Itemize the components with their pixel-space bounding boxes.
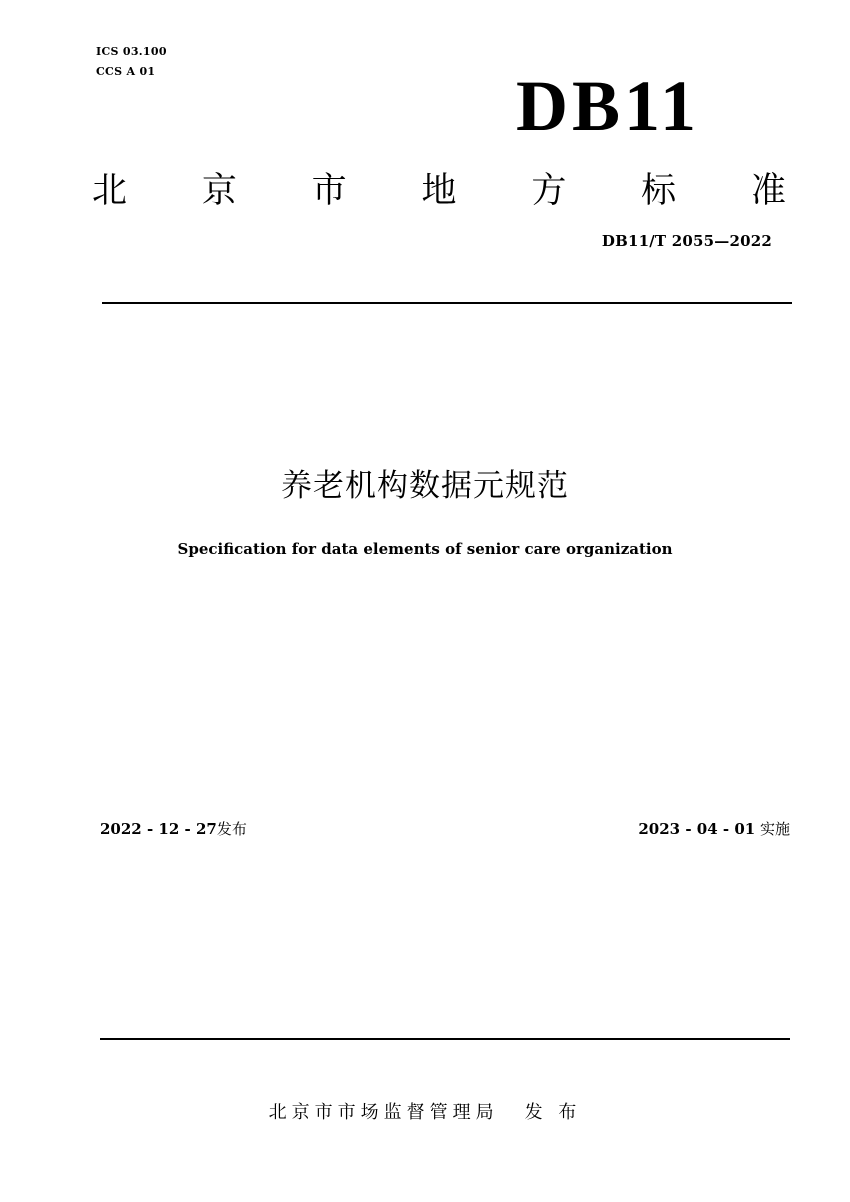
ics-code: ICS 03.100 [96,45,167,58]
footer-divider [100,1038,790,1040]
title-english: Specification for data elements of senior care organization [177,540,673,558]
header-divider [102,302,792,304]
standard-type-char: 京 [201,171,237,211]
ccs-code: CCS A 01 [96,65,156,78]
publish-label: 发布 [216,820,247,838]
standard-type-char: 方 [531,171,567,211]
publish-date-block [100,818,247,839]
issuer-line [0,1098,850,1124]
title-chinese: 养老机构数据元规范 [281,468,569,504]
standard-number: DB11/T 2055—2022 [601,232,772,250]
standard-mark: DB11 [516,66,701,146]
standard-type-char: 准 [750,171,786,211]
publish-date: 2022 - 12 - 27 [100,820,217,838]
implement-date-block [638,818,790,839]
implement-date: 2023 - 04 - 01 [638,820,756,838]
standard-type-char: 北 [92,171,128,211]
standard-type-char: 地 [421,171,457,211]
standard-type-char: 标 [641,171,677,211]
issuer-action: 发 布 [524,1102,582,1123]
issuer-name: 北京市市场监督管理局 [268,1102,499,1123]
standard-type-char: 市 [311,171,347,211]
classification-codes [96,42,167,82]
dates-row [100,818,790,842]
standard-type-heading [92,160,786,216]
implement-label: 实施 [759,820,790,838]
